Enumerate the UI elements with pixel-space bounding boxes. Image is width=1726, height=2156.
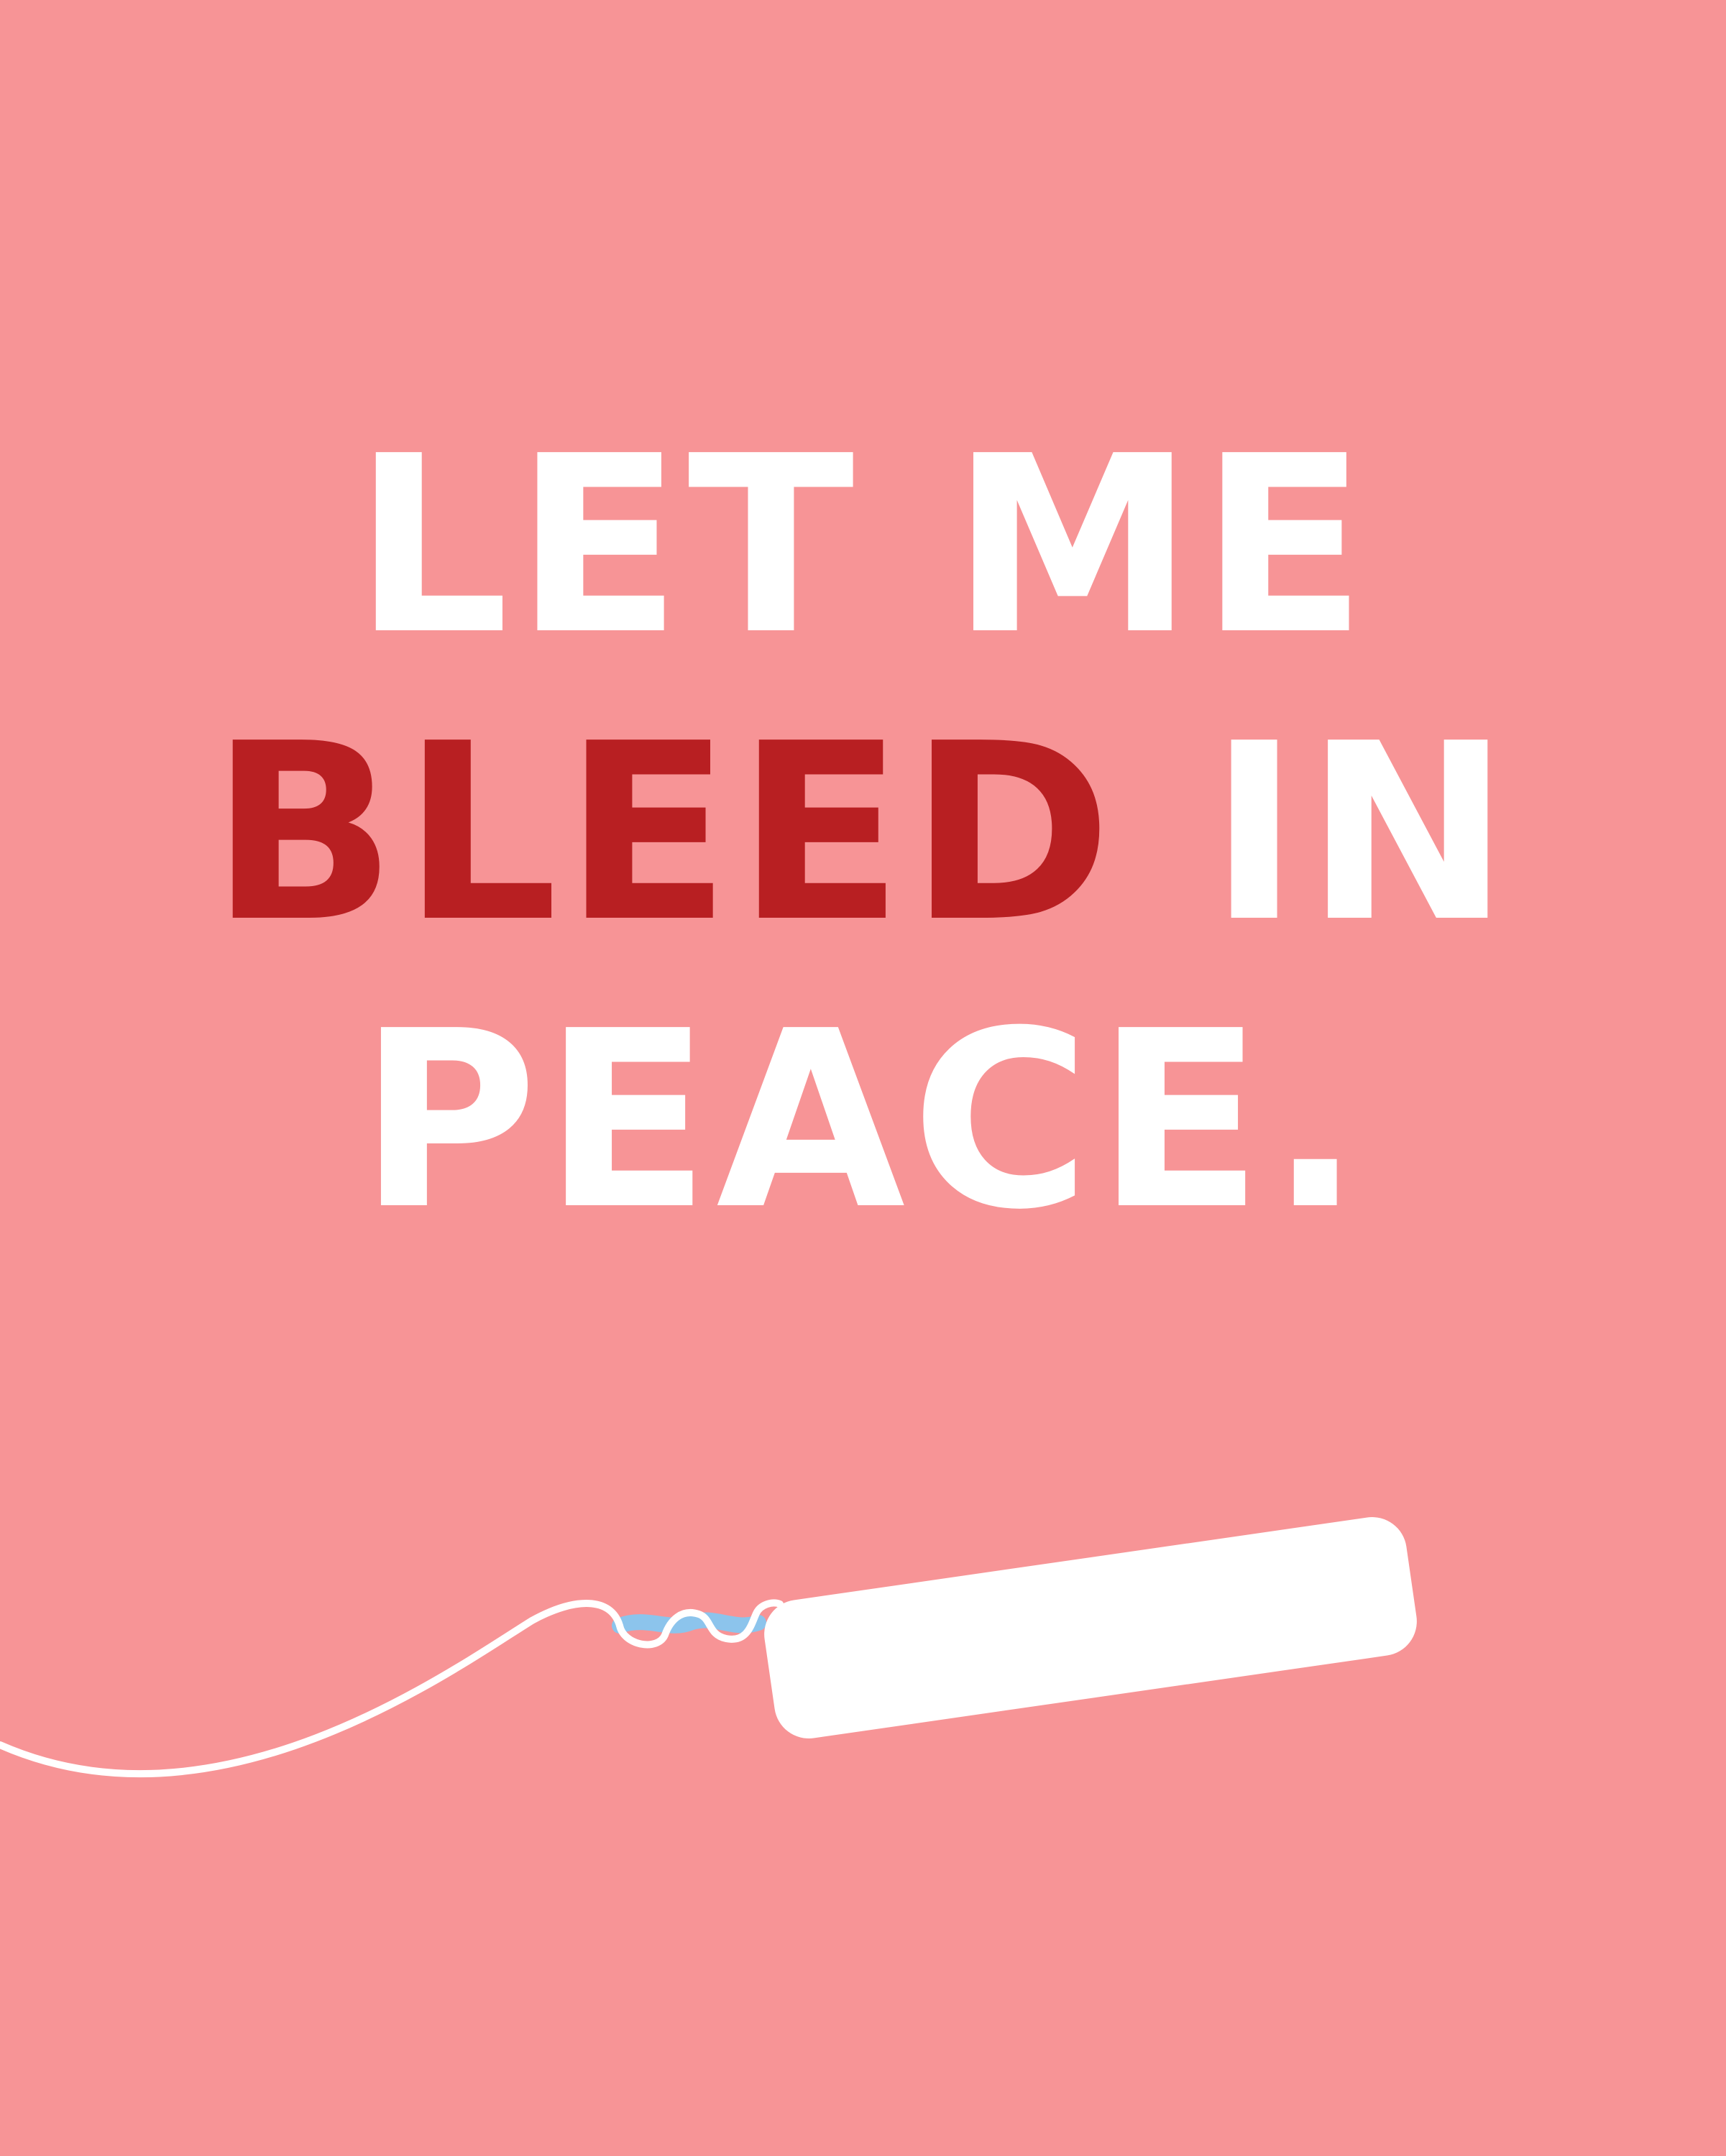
headline-line-1 (0, 402, 1726, 690)
tampon-icon (0, 1452, 1726, 1797)
headline-word-in: IN (1208, 691, 1516, 976)
headline-word-let: LET (353, 404, 860, 688)
headline-line-3 (0, 977, 1726, 1265)
headline (0, 402, 1726, 1265)
tampon-string-shadow (620, 1621, 758, 1626)
tampon-body (760, 1513, 1421, 1743)
headline-word-me: ME (950, 404, 1373, 688)
headline-word-bleed: BLEED (210, 691, 1119, 976)
headline-word-peace: PEACE. (358, 979, 1368, 1263)
tampon-string (0, 1603, 620, 1774)
headline-line-2 (0, 690, 1726, 977)
